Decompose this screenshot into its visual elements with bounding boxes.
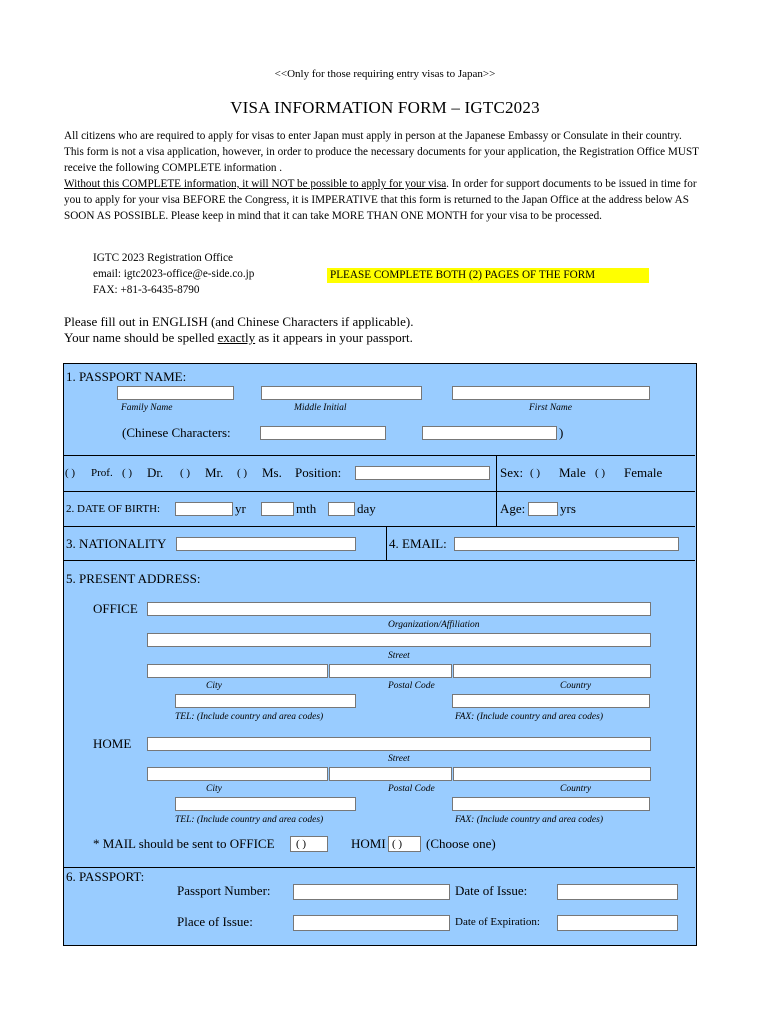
street-caption: Street [388,651,410,661]
divider [64,455,695,456]
office-organization-field[interactable] [147,602,651,616]
email-field[interactable] [454,537,679,551]
mr-label: Mr. [205,465,224,480]
date-of-expiration-label: Date of Expiration: [455,916,540,928]
present-address-label: 5. PRESENT ADDRESS: [66,571,201,586]
home-postal-field[interactable] [329,767,452,781]
passport-section-label: 6. PASSPORT: [66,869,145,884]
fax-caption: FAX: (Include country and area codes) [455,815,603,825]
dr-label: Dr. [147,465,164,480]
intro-underlined: Without this COMPLETE information, it will NOT be possible to apply for your visa [64,178,447,190]
office-fax-field[interactable] [452,694,650,708]
instruction-spelling [64,330,413,346]
tel-caption: TEL: (Include country and area codes) [175,712,324,722]
dr-checkbox[interactable]: ( ) [122,467,133,479]
place-of-issue-field[interactable] [293,915,450,931]
mr-checkbox[interactable]: ( ) [180,467,191,479]
first-name-caption: First Name [529,403,573,413]
intro-text [64,128,704,224]
divider [64,526,695,527]
place-of-issue-label: Place of Issue: [177,914,253,929]
chinese-given-field[interactable] [422,426,557,440]
chinese-characters-label: (Chinese Characters: [122,425,231,440]
divider [496,455,497,526]
office-email: email: igtc2023-office@e-side.co.jp [93,268,255,280]
birth-month-label: mth [296,501,317,516]
office-postal-field[interactable] [329,664,452,678]
birth-day-field[interactable] [328,502,355,516]
country-caption: Country [560,681,592,691]
divider [64,867,695,868]
age-label: Age: [500,501,526,516]
date-of-expiration-field[interactable] [557,915,678,931]
position-field[interactable] [355,466,490,480]
fax-caption: FAX: (Include country and area codes) [455,712,603,722]
date-of-issue-label: Date of Issue: [455,883,528,898]
office-address-label: OFFICE [93,601,138,616]
visa-requirement-note: <<Only for those requiring entry visas to Japan>> [274,68,496,80]
age-unit: yrs [560,501,576,516]
visa-form [63,363,697,946]
instruction-exactly: exactly [217,330,256,345]
divider [64,491,695,492]
mail-destination-label: * MAIL should be sent to OFFICE [93,836,275,851]
male-checkbox[interactable]: ( ) [530,467,541,479]
ms-checkbox[interactable]: ( ) [237,467,248,479]
mail-home-paren: ( ) [392,838,403,850]
female-label: Female [624,465,663,480]
home-tel-field[interactable] [175,797,356,811]
intro-part-2: . In order for support documents to be issued in time for you to apply for your visa BEFORE the Congress, it is IMPERATIVE that this form is returned to the Japan Office at the address below AS SOON AS POSSIBLE. Please keep in mind that it can take MORE THAN ONE MONTH for your visa to be processed. [64,178,697,222]
male-label: Male [559,465,586,480]
nationality-field[interactable] [176,537,356,551]
prof-checkbox[interactable]: ( ) [65,467,76,479]
home-city-field[interactable] [147,767,328,781]
chinese-close-paren: ) [559,425,564,440]
intro-part-1: All citizens who are required to apply for visas to enter Japan must apply in person at the Japanese Embassy or Consulate in their country. This form is not a visa application, however, in order to produce the necessary documents for your application, the Registration Office MUST receive the following COMPLETE information . [64,130,699,174]
date-of-birth-label: 2. DATE OF BIRTH: [66,503,161,515]
birth-month-field[interactable] [261,502,294,516]
home-street-field[interactable] [147,737,651,751]
home-fax-field[interactable] [452,797,650,811]
office-name: IGTC 2023 Registration Office [93,252,233,264]
prof-label: Prof. [91,467,113,479]
office-country-field[interactable] [453,664,651,678]
divider [64,560,695,561]
instruction-pre: Your name should be spelled [64,330,218,345]
family-name-field[interactable] [117,386,234,400]
city-caption: City [206,681,222,691]
street-caption: Street [388,754,410,764]
office-fax: FAX: +81-3-6435-8790 [93,284,200,296]
organization-caption: Organization/Affiliation [388,620,480,630]
birth-day-label: day [357,501,376,516]
mail-home-label: HOMI [351,836,386,851]
birth-year-label: yr [235,501,246,516]
first-name-field[interactable] [452,386,650,400]
section-passport-name-label: 1. PASSPORT NAME: [66,369,187,384]
chinese-family-field[interactable] [260,426,386,440]
family-name-caption: Family Name [121,403,173,413]
office-city-field[interactable] [147,664,328,678]
home-address-label: HOME [93,736,132,751]
tel-caption: TEL: (Include country and area codes) [175,815,324,825]
middle-initial-field[interactable] [261,386,422,400]
divider [386,526,387,560]
middle-initial-caption: Middle Initial [294,403,347,413]
birth-year-field[interactable] [175,502,233,516]
complete-both-pages-highlight: PLEASE COMPLETE BOTH (2) PAGES OF THE FORM [327,268,649,283]
age-field[interactable] [528,502,558,516]
postal-code-caption: Postal Code [388,681,435,691]
email-label: 4. EMAIL: [389,536,447,551]
passport-number-label: Passport Number: [177,883,271,898]
ms-label: Ms. [262,465,282,480]
passport-number-field[interactable] [293,884,450,900]
mail-office-paren: ( ) [296,838,307,850]
choose-one-note: (Choose one) [426,836,496,851]
instruction-post: as it appears in your passport. [255,330,413,345]
home-country-field[interactable] [453,767,651,781]
nationality-label: 3. NATIONALITY [66,536,167,551]
office-street-field[interactable] [147,633,651,647]
intro-paragraph [64,128,704,224]
city-caption: City [206,784,222,794]
sex-label: Sex: [500,465,524,480]
instruction-english: Please fill out in ENGLISH (and Chinese Characters if applicable). [64,314,414,329]
page-title: VISA INFORMATION FORM – IGTC2023 [230,98,540,117]
postal-code-caption: Postal Code [388,784,435,794]
female-checkbox[interactable]: ( ) [595,467,606,479]
office-tel-field[interactable] [175,694,356,708]
country-caption: Country [560,784,592,794]
position-label: Position: [295,465,342,480]
date-of-issue-field[interactable] [557,884,678,900]
